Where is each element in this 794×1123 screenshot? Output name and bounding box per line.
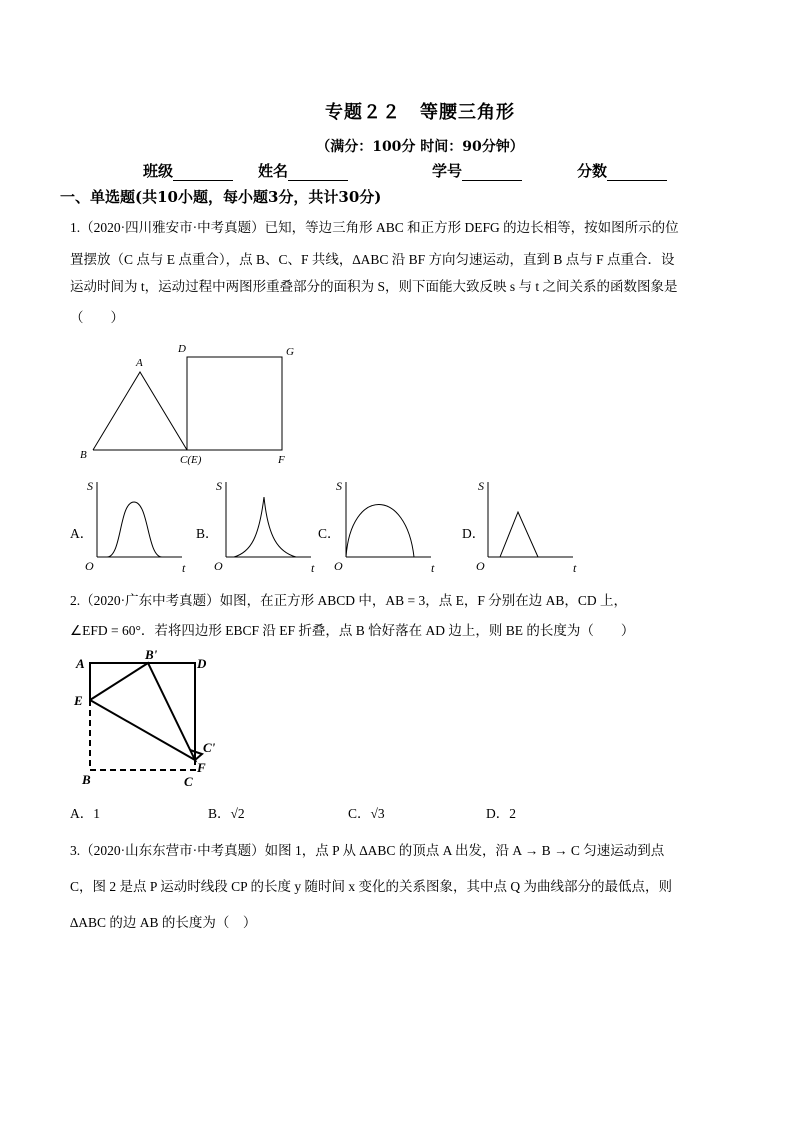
page-subtitle: （满分：100分 时间：90分钟）	[316, 139, 524, 155]
q1-text: 1.（2020·四川雅安市·中考真题）已知，等边三角形 ABC 和正方形 DEFG 的边长相等，按如图所示的位	[70, 220, 679, 235]
q1-option-A[interactable]: A．	[70, 526, 94, 541]
q2-text: ∠EFD = 60°．若将四边形 EBCF 沿 EF 折叠，点 B 恰好落在 AD 边上，则 BE 的长度为（ ）	[70, 623, 635, 638]
label-CE: C(E)	[180, 454, 202, 466]
label-A: A	[76, 656, 85, 671]
axis-S: S	[216, 479, 222, 493]
label-G: G	[286, 346, 294, 358]
graph-D	[488, 482, 573, 557]
field-label: 班级	[143, 162, 174, 180]
axis-t: t	[311, 561, 315, 575]
label-A: A	[136, 357, 143, 369]
q2-option-A[interactable]: A．1	[70, 806, 100, 821]
axis-O: O	[476, 559, 485, 573]
field-label: 学号	[432, 162, 463, 180]
page-title: 专题２２ 等腰三角形	[325, 102, 515, 123]
axis-t: t	[182, 561, 186, 575]
label-C-prime: C'	[203, 740, 216, 755]
label-C: C	[184, 774, 193, 789]
axis-t: t	[431, 561, 435, 575]
axis-O: O	[214, 559, 223, 573]
label-E: E	[74, 693, 83, 708]
axis-O: O	[85, 559, 94, 573]
q2-option-D[interactable]: D．2	[486, 806, 516, 821]
label-D: D	[178, 343, 186, 355]
label-F: F	[197, 760, 206, 775]
q1-text: 运动时间为 t，运动过程中两图形重叠部分的面积为 S，则下面能大致反映 s 与 t 之间关系的函数图象是	[70, 279, 678, 294]
q1-option-D[interactable]: D．	[462, 526, 486, 541]
q1-text: （ ）	[70, 310, 124, 325]
q2-option-C[interactable]: C．√3	[348, 806, 385, 821]
graph-C	[346, 482, 431, 557]
q1-text: 置摆放（C 点与 E 点重合），点 B、C、F 共线，∆ABC 沿 BF 方向匀速运动，直到 B 点与 F 点重合．设	[70, 252, 675, 267]
q3-text: ∆ABC 的边 AB 的长度为（ ）	[70, 915, 257, 930]
label-D: D	[197, 656, 207, 671]
axis-S: S	[478, 479, 484, 493]
q2-figure	[73, 647, 216, 789]
label-F: F	[278, 454, 285, 466]
q1-option-B[interactable]: B．	[196, 526, 219, 541]
field-label: 分数	[577, 162, 608, 180]
axis-O: O	[334, 559, 343, 573]
q3-text: 3.（2020·山东东营市·中考真题）如图 1，点 P 从 ∆ABC 的顶点 A 出发，沿 A → B → C 匀速运动到点	[70, 843, 665, 858]
graph-B	[226, 482, 311, 557]
graph-A	[97, 482, 182, 557]
q3-text: C，图 2 是点 P 运动时线段 CP 的长度 y 随时间 x 变化的关系图象，其中点 Q 为曲线部分的最低点，则	[70, 879, 673, 894]
label-B: B	[80, 449, 87, 461]
section-heading: 一、单选题(共10小题，每小题3分，共计30分)	[60, 188, 382, 206]
label-B-prime: B'	[145, 647, 158, 662]
q2-option-B[interactable]: B．√2	[208, 806, 245, 821]
q1-figure	[80, 343, 294, 466]
label-B: B	[82, 772, 91, 787]
q2-text: 2.（2020·广东中考真题）如图，在正方形 ABCD 中，AB = 3，点 E，F 分别在边 AB，CD 上，	[70, 593, 628, 608]
q1-option-C[interactable]: C．	[318, 526, 341, 541]
axis-S: S	[87, 479, 93, 493]
axis-t: t	[573, 561, 577, 575]
axis-S: S	[336, 479, 342, 493]
field-label: 姓名	[258, 162, 289, 180]
